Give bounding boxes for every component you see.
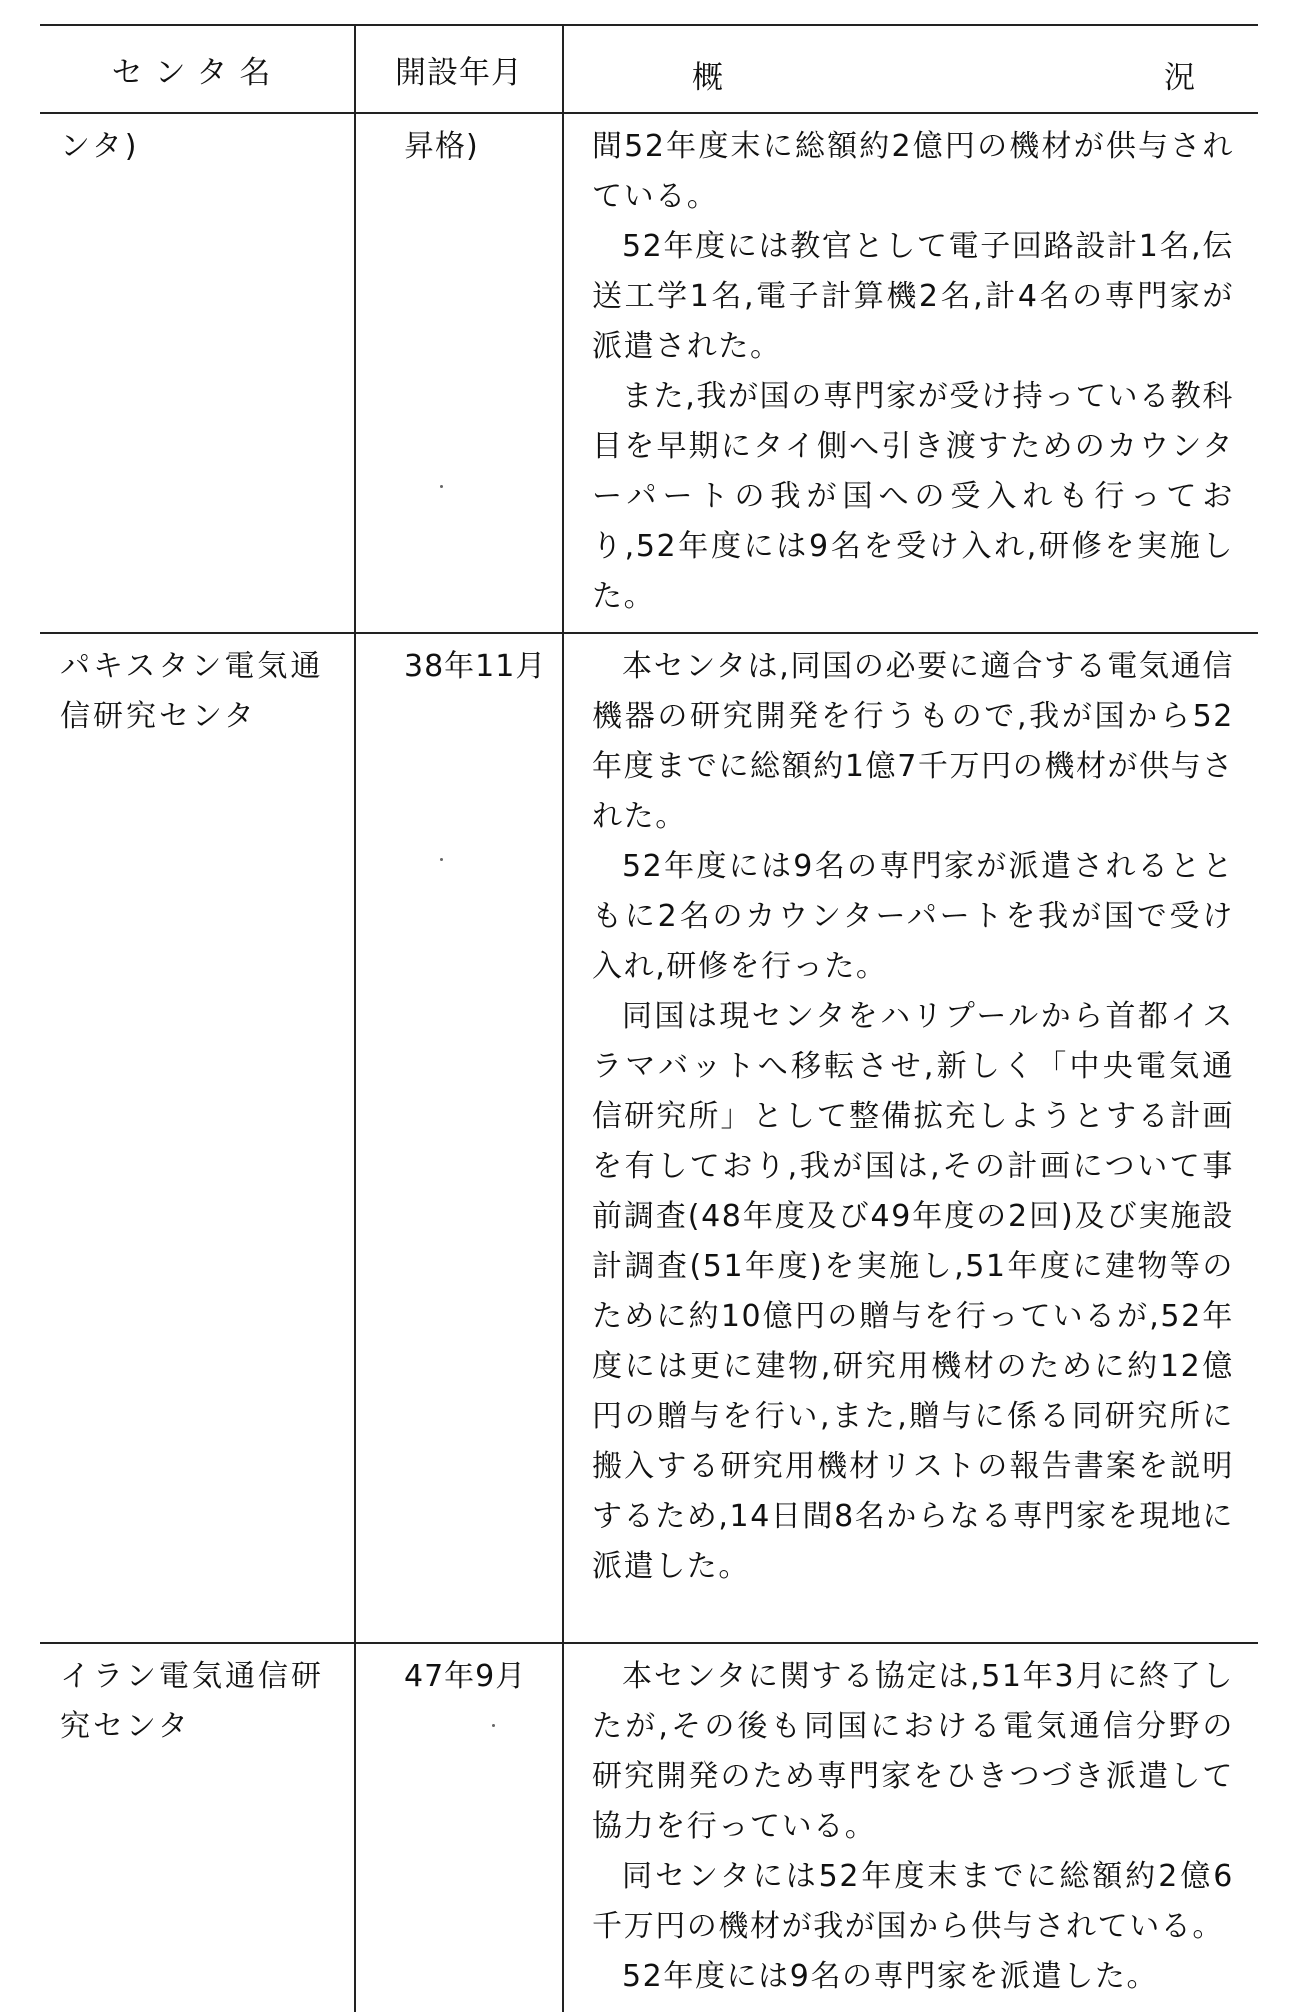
overview-paragraph: 間52年度末に総額約2億円の機材が供与されている。 <box>592 129 1234 214</box>
table-row <box>40 113 1258 633</box>
overview-paragraph: 本センタに関する協定は,51年3月に終了したが,その後も同国における電気通信分野の研究開発のため専門家をひきつづき派遣して協力を行っている。 <box>592 1659 1234 1844</box>
overview-paragraph: また,我が国の専門家が受け持っている教科目を早期にタイ側へ引き渡すためのカウンターパートの我が国への受入れも行っており,52年度には9名を受け入れ,研修を実施した。 <box>592 379 1234 614</box>
overview-cell <box>563 113 1258 633</box>
header-established: 開設年月 <box>355 25 563 113</box>
header-overview-char-2: 況 <box>1164 60 1195 96</box>
header-overview-char-1: 概 <box>692 60 723 96</box>
overview-paragraph: 52年度には9名の専門家を派遣した。 <box>622 1959 1159 1994</box>
overview-cell <box>563 633 1258 1643</box>
table-row <box>40 1643 1258 2012</box>
established-cell: 38年11月 <box>355 633 563 1643</box>
center-name-cell: イラン電気通信研究センタ <box>60 1659 324 1744</box>
header-center-name: センタ名 <box>40 25 355 113</box>
established-cell: 47年9月 <box>355 1643 563 2012</box>
scan-speck <box>492 1724 495 1727</box>
established-cell: 昇格) <box>355 113 563 633</box>
centers-table <box>40 24 1258 2012</box>
center-name-cell: パキスタン電気通信研究センタ <box>40 633 355 1643</box>
scan-speck <box>440 485 443 488</box>
table-header-row <box>40 25 1258 113</box>
overview-paragraph: 52年度には9名の専門家が派遣されるとともに2名のカウンターパートを我が国で受け入れ,研修を行った。 <box>592 849 1234 984</box>
scan-speck <box>440 858 443 861</box>
overview-cell <box>563 1643 1258 2012</box>
overview-paragraph: 同国は現センタをハリプールから首都イスラマバットへ移転させ,新しく「中央電気通信研究所」として整備拡充しようとする計画を有しており,我が国は,その計画について事前調査(48年度及び49年度の2回)及び実施設計調査(51年度)を実施し,51年度に建物等のために約10億円の贈与を行っているが,52年度には更に建物,研究用機材のために約12億円の贈与を行い,また,贈与に係る同研究所に搬入する研究用機材リストの報告書案を説明するため,14日間8名からなる専門家を現地に派遣した。 <box>592 999 1234 1584</box>
table-row <box>40 633 1258 1643</box>
overview-paragraph: 本センタは,同国の必要に適合する電気通信機器の研究開発を行うもので,我が国から52年度までに総額約1億7千万円の機材が供与された。 <box>592 649 1234 834</box>
header-overview <box>563 25 1258 113</box>
overview-paragraph: 同センタには52年度末までに総額約2億6千万円の機材が我が国から供与されている。 <box>592 1859 1234 1944</box>
center-name-cell: ンタ) <box>40 113 355 633</box>
overview-paragraph: 52年度には教官として電子回路設計1名,伝送工学1名,電子計算機2名,計4名の専門家が派遣された。 <box>592 229 1234 364</box>
